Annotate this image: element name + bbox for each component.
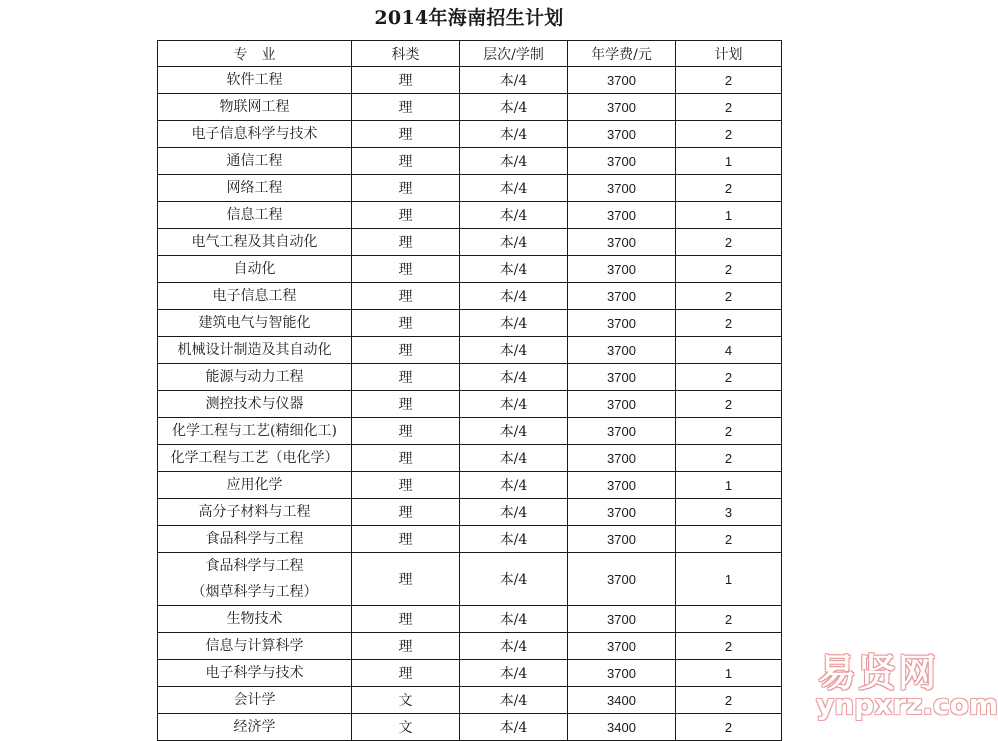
cell-plan: 2 [676, 526, 782, 553]
cell-type: 理 [352, 526, 460, 553]
cell-major [158, 310, 352, 337]
table-row [158, 606, 782, 633]
cell-level: 本/4 [460, 633, 568, 660]
cell-major [158, 202, 352, 229]
cell-plan: 4 [676, 337, 782, 364]
major-name-line: 化学工程与工艺(精细化工) [172, 423, 337, 439]
cell-major [158, 283, 352, 310]
cell-type: 理 [352, 283, 460, 310]
table-row [158, 229, 782, 256]
table-row [158, 499, 782, 526]
major-name-line: （烟草科学与工程） [191, 584, 318, 600]
watermark-domain: ynpxrz.com [816, 688, 998, 721]
cell-fee: 3700 [568, 660, 676, 687]
table-row [158, 391, 782, 418]
table-row [158, 418, 782, 445]
major-name-line: 电子信息工程 [212, 288, 297, 304]
cell-fee: 3700 [568, 499, 676, 526]
cell-level: 本/4 [460, 229, 568, 256]
cell-plan: 2 [676, 256, 782, 283]
major-name-line: 建筑电气与智能化 [198, 315, 311, 331]
cell-fee: 3700 [568, 121, 676, 148]
cell-fee: 3700 [568, 256, 676, 283]
cell-plan: 1 [676, 202, 782, 229]
cell-level: 本/4 [460, 121, 568, 148]
table-body [158, 67, 782, 741]
cell-plan: 2 [676, 364, 782, 391]
cell-major [158, 256, 352, 283]
cell-type: 理 [352, 391, 460, 418]
cell-level: 本/4 [460, 256, 568, 283]
table-row [158, 94, 782, 121]
major-name-line: 应用化学 [226, 477, 283, 493]
cell-major [158, 175, 352, 202]
cell-level: 本/4 [460, 687, 568, 714]
major-name-line: 物联网工程 [219, 99, 290, 115]
cell-type: 理 [352, 148, 460, 175]
cell-plan: 1 [676, 148, 782, 175]
cell-plan: 3 [676, 499, 782, 526]
cell-level: 本/4 [460, 714, 568, 741]
cell-type: 理 [352, 418, 460, 445]
cell-type: 理 [352, 310, 460, 337]
cell-major [158, 391, 352, 418]
cell-fee: 3700 [568, 202, 676, 229]
major-name-line: 经济学 [233, 719, 276, 735]
cell-plan: 2 [676, 687, 782, 714]
cell-major [158, 94, 352, 121]
header-level: 层次/学制 [460, 41, 568, 67]
cell-plan: 1 [676, 660, 782, 687]
cell-fee: 3700 [568, 553, 676, 606]
cell-level: 本/4 [460, 553, 568, 606]
cell-fee: 3700 [568, 391, 676, 418]
cell-type: 理 [352, 121, 460, 148]
enrollment-plan-table [157, 40, 782, 741]
cell-plan: 2 [676, 310, 782, 337]
cell-major [158, 660, 352, 687]
major-name-line: 机械设计制造及其自动化 [177, 342, 332, 358]
cell-plan: 1 [676, 553, 782, 606]
cell-fee: 3700 [568, 364, 676, 391]
cell-plan: 2 [676, 633, 782, 660]
cell-level: 本/4 [460, 337, 568, 364]
site-watermark [812, 642, 998, 726]
table-header-row [158, 41, 782, 67]
cell-fee: 3700 [568, 606, 676, 633]
cell-major [158, 606, 352, 633]
major-name-line: 通信工程 [226, 153, 283, 169]
cell-fee: 3700 [568, 175, 676, 202]
cell-level: 本/4 [460, 283, 568, 310]
cell-fee: 3400 [568, 714, 676, 741]
major-name-line: 食品科学与工程 [205, 558, 304, 574]
header-plan: 计划 [676, 41, 782, 67]
cell-level: 本/4 [460, 526, 568, 553]
cell-fee: 3700 [568, 283, 676, 310]
table-row [158, 67, 782, 94]
watermark-name: 易贤网 [818, 651, 939, 695]
table-row [158, 121, 782, 148]
cell-plan: 2 [676, 175, 782, 202]
cell-fee: 3700 [568, 633, 676, 660]
table-row [158, 445, 782, 472]
cell-major [158, 499, 352, 526]
cell-plan: 2 [676, 391, 782, 418]
cell-type: 理 [352, 472, 460, 499]
cell-plan: 2 [676, 606, 782, 633]
cell-major [158, 553, 352, 606]
cell-plan: 2 [676, 283, 782, 310]
major-name-line: 自动化 [233, 261, 276, 277]
cell-type: 文 [352, 687, 460, 714]
cell-fee: 3700 [568, 526, 676, 553]
cell-major [158, 445, 352, 472]
header-fee: 年学费/元 [568, 41, 676, 67]
major-name-line: 信息工程 [226, 207, 283, 223]
table-row [158, 633, 782, 660]
cell-fee: 3700 [568, 310, 676, 337]
cell-level: 本/4 [460, 499, 568, 526]
cell-plan: 2 [676, 229, 782, 256]
cell-type: 理 [352, 553, 460, 606]
major-name-line: 网络工程 [226, 180, 283, 196]
major-name-line: 信息与计算科学 [205, 638, 304, 654]
cell-type: 理 [352, 606, 460, 633]
cell-fee: 3400 [568, 687, 676, 714]
cell-level: 本/4 [460, 175, 568, 202]
cell-fee: 3700 [568, 229, 676, 256]
cell-type: 理 [352, 445, 460, 472]
cell-major [158, 633, 352, 660]
cell-type: 理 [352, 499, 460, 526]
cell-level: 本/4 [460, 660, 568, 687]
table-row [158, 714, 782, 741]
table-row [158, 553, 782, 606]
cell-major [158, 67, 352, 94]
cell-type: 理 [352, 202, 460, 229]
table-row [158, 310, 782, 337]
cell-type: 理 [352, 67, 460, 94]
table-row [158, 660, 782, 687]
cell-fee: 3700 [568, 337, 676, 364]
cell-major [158, 472, 352, 499]
cell-major [158, 121, 352, 148]
cell-type: 理 [352, 364, 460, 391]
major-name-line: 高分子材料与工程 [198, 504, 311, 520]
major-name-line: 软件工程 [226, 72, 283, 88]
cell-fee: 3700 [568, 67, 676, 94]
cell-type: 理 [352, 256, 460, 283]
cell-level: 本/4 [460, 606, 568, 633]
major-name-line: 食品科学与工程 [205, 531, 304, 547]
table-row [158, 687, 782, 714]
cell-plan: 2 [676, 418, 782, 445]
cell-major [158, 148, 352, 175]
cell-plan: 1 [676, 472, 782, 499]
cell-type: 理 [352, 660, 460, 687]
cell-fee: 3700 [568, 445, 676, 472]
major-name-line: 电子信息科学与技术 [191, 126, 318, 142]
cell-level: 本/4 [460, 364, 568, 391]
header-major: 专 业 [158, 41, 352, 67]
cell-plan: 2 [676, 445, 782, 472]
header-type: 科类 [352, 41, 460, 67]
major-name-line: 生物技术 [226, 611, 283, 627]
cell-major [158, 418, 352, 445]
cell-plan: 2 [676, 121, 782, 148]
cell-major [158, 229, 352, 256]
cell-level: 本/4 [460, 67, 568, 94]
major-name-line: 能源与动力工程 [205, 369, 304, 385]
cell-level: 本/4 [460, 472, 568, 499]
cell-type: 理 [352, 94, 460, 121]
table-row [158, 148, 782, 175]
table-row [158, 472, 782, 499]
cell-level: 本/4 [460, 418, 568, 445]
table-row [158, 526, 782, 553]
major-name-line: 会计学 [233, 692, 276, 708]
major-name-line: 测控技术与仪器 [205, 396, 304, 412]
cell-plan: 2 [676, 714, 782, 741]
table-row [158, 364, 782, 391]
cell-fee: 3700 [568, 94, 676, 121]
major-name-line: 电气工程及其自动化 [191, 234, 318, 250]
cell-type: 理 [352, 229, 460, 256]
cell-level: 本/4 [460, 310, 568, 337]
cell-major [158, 364, 352, 391]
cell-major [158, 687, 352, 714]
cell-fee: 3700 [568, 418, 676, 445]
cell-plan: 2 [676, 67, 782, 94]
cell-level: 本/4 [460, 148, 568, 175]
cell-major [158, 526, 352, 553]
cell-fee: 3700 [568, 148, 676, 175]
table-row [158, 256, 782, 283]
table-row [158, 175, 782, 202]
cell-level: 本/4 [460, 445, 568, 472]
cell-type: 文 [352, 714, 460, 741]
cell-plan: 2 [676, 94, 782, 121]
cell-major [158, 714, 352, 741]
major-name-line: 电子科学与技术 [205, 665, 304, 681]
cell-type: 理 [352, 633, 460, 660]
cell-level: 本/4 [460, 94, 568, 121]
cell-fee: 3700 [568, 472, 676, 499]
table-row [158, 337, 782, 364]
major-name-line: 化学工程与工艺（电化学） [170, 450, 339, 466]
cell-level: 本/4 [460, 391, 568, 418]
cell-type: 理 [352, 337, 460, 364]
cell-type: 理 [352, 175, 460, 202]
document-title: 2014年海南招生计划 [374, 7, 564, 29]
table-row [158, 202, 782, 229]
table-row [158, 283, 782, 310]
cell-major [158, 337, 352, 364]
cell-level: 本/4 [460, 202, 568, 229]
